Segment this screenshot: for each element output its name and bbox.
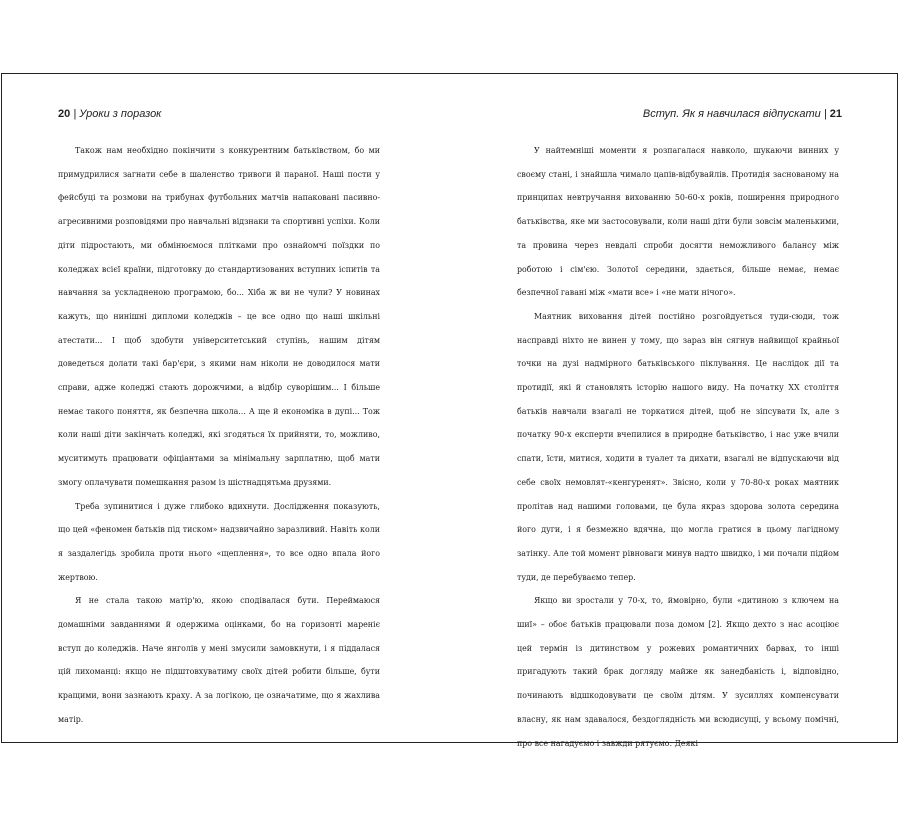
left-running-title: Уроки з поразок [79, 108, 162, 120]
paragraph: У найтемніші моменти я розпагалася навколо, шукаючи винних у своєму стані, і знайшла чимало цапів-відбувайлів. Протидія заснованому на принципах невтручання вихованню 50-60-х років, поширення природного батьківства, яке ми застосовували, коли наші діти були зовсім маленькими, та провина через невдалі спроби досягти неможливого балансу між роботою і сім'єю. Золотої середини, здається, більше немає, немає безпечної гавані між «мати все» і «не мати нічого». [517, 146, 839, 298]
left-page-number: 20 [58, 108, 71, 120]
paragraph: Я не стала такою матір'ю, якою сподівалася бути. Переймаюся домашніми завданнями й одержима оцінками, бо на горизонті мареніє вступ до коледжів. Наче янголів у мені змусили замовкнути, і я піддалася цій лихоманці: якщо не підштовхуватиму своїх дітей робити більше, бути кращими, вони зазнають краху. А за логікою, це означатиме, що я жахлива матір. [58, 596, 380, 724]
paragraph: Маятник виховання дітей постійно розгойдується туди-сюди, тож насправді ніхто не винен у тому, що зараз він сягнув найвищої крайньої точки на дузі надмірного батьківського піклування. Це наслідок дії та протидії, які й становлять історію нашого виду. На початку XX століття батьків навчали взагалі не торкатися дітей, щоб не зіпсувати їх, але з початку 90-х експерти вчепилися в природне батьківство, і нас уже вчили спати, їсти, митися, ходити в туалет та дихати, взагалі не відпускаючи від себе своїх немовлят-«кенгуренят». Звісно, коли у 70-80-х роках маятник пролітав над нашими головами, це була якраз здорова золота середина його дуги, і я безмежно вдячна, що могла гратися в цьому лагідному затінку. Але той момент рівноваги минув надто швидко, і ми почали підйом туди, де перебуваємо тепер. [517, 311, 839, 582]
header-separator: | [73, 108, 80, 120]
header-separator: | [823, 108, 830, 120]
right-page-header [643, 108, 842, 120]
left-page-body [58, 139, 380, 732]
paragraph: Треба зупинитися і дуже глибоко вдихнути. Дослідження показують, що цей «феномен батьків під тиском» надзвичайно заразливий. Навіть коли я заздалегідь зробила проти нього «щеплення», то все одно впала його жертвою. [58, 501, 380, 582]
right-page-body [517, 139, 839, 755]
right-running-title: Вступ. Як я навчилася відпускати [642, 108, 821, 120]
right-page-number: 21 [829, 108, 842, 120]
paragraph: Також нам необхідно покінчити з конкурентним батьківством, бо ми примудрилися загнати себе в шаленство тривоги й параної. Наші пости у фейсбуці та розмови на трибунах футбольних матчів напаковані пасивно-агресивними розповідями про навчальні відзнаки та спортивні успіхи. Коли діти підростають, ми обмінюємося плітками про ознайомчі поїздки по коледжах всієї країни, підготовку до стандартизованих вступних іспитів та навчання за ускладненою програмою, бо... Хіба ж ви не чули? У новинах кажуть, що нинішні дипломи коледжів – це все одно що наші шкільні атестати... І щоб здобути університетський ступінь, нашим дітям доведеться долати такі бар'єри, з якими нам ніколи не доводилося мати справи, адже коледжі стають дорожчими, а відбір суворішим... І більше немає такого поняття, як безпечна школа... А ще й економіка в дупі... Тож коли наші діти закінчать коледжі, які згодяться їх прийняти, то, можливо, муситимуть працювати офіціантами за мінімальну зарплатню, щоб мати змогу оплачувати помешкання разом із шістнадцятьма друзями. [58, 146, 380, 487]
paragraph: Якщо ви зростали у 70-х, то, ймовірно, були «дитиною з ключем на шиї» – обоє батьків працювали поза домом [2]. Якщо дехто з нас асоціює цей термін із дитинством у рожевих романтичних барвах, то інші пригадують такий брак догляду майже як занедбаність і, відповідно, починають відшкодовувати це своїм дітям. У зусиллях компенсувати власну, як нам здавалося, бездоглядність ми всюдисущі, у всьому помічні, про все нагадуємо і завжди рятуємо. Деякі [517, 596, 839, 748]
left-page-header [58, 108, 161, 120]
